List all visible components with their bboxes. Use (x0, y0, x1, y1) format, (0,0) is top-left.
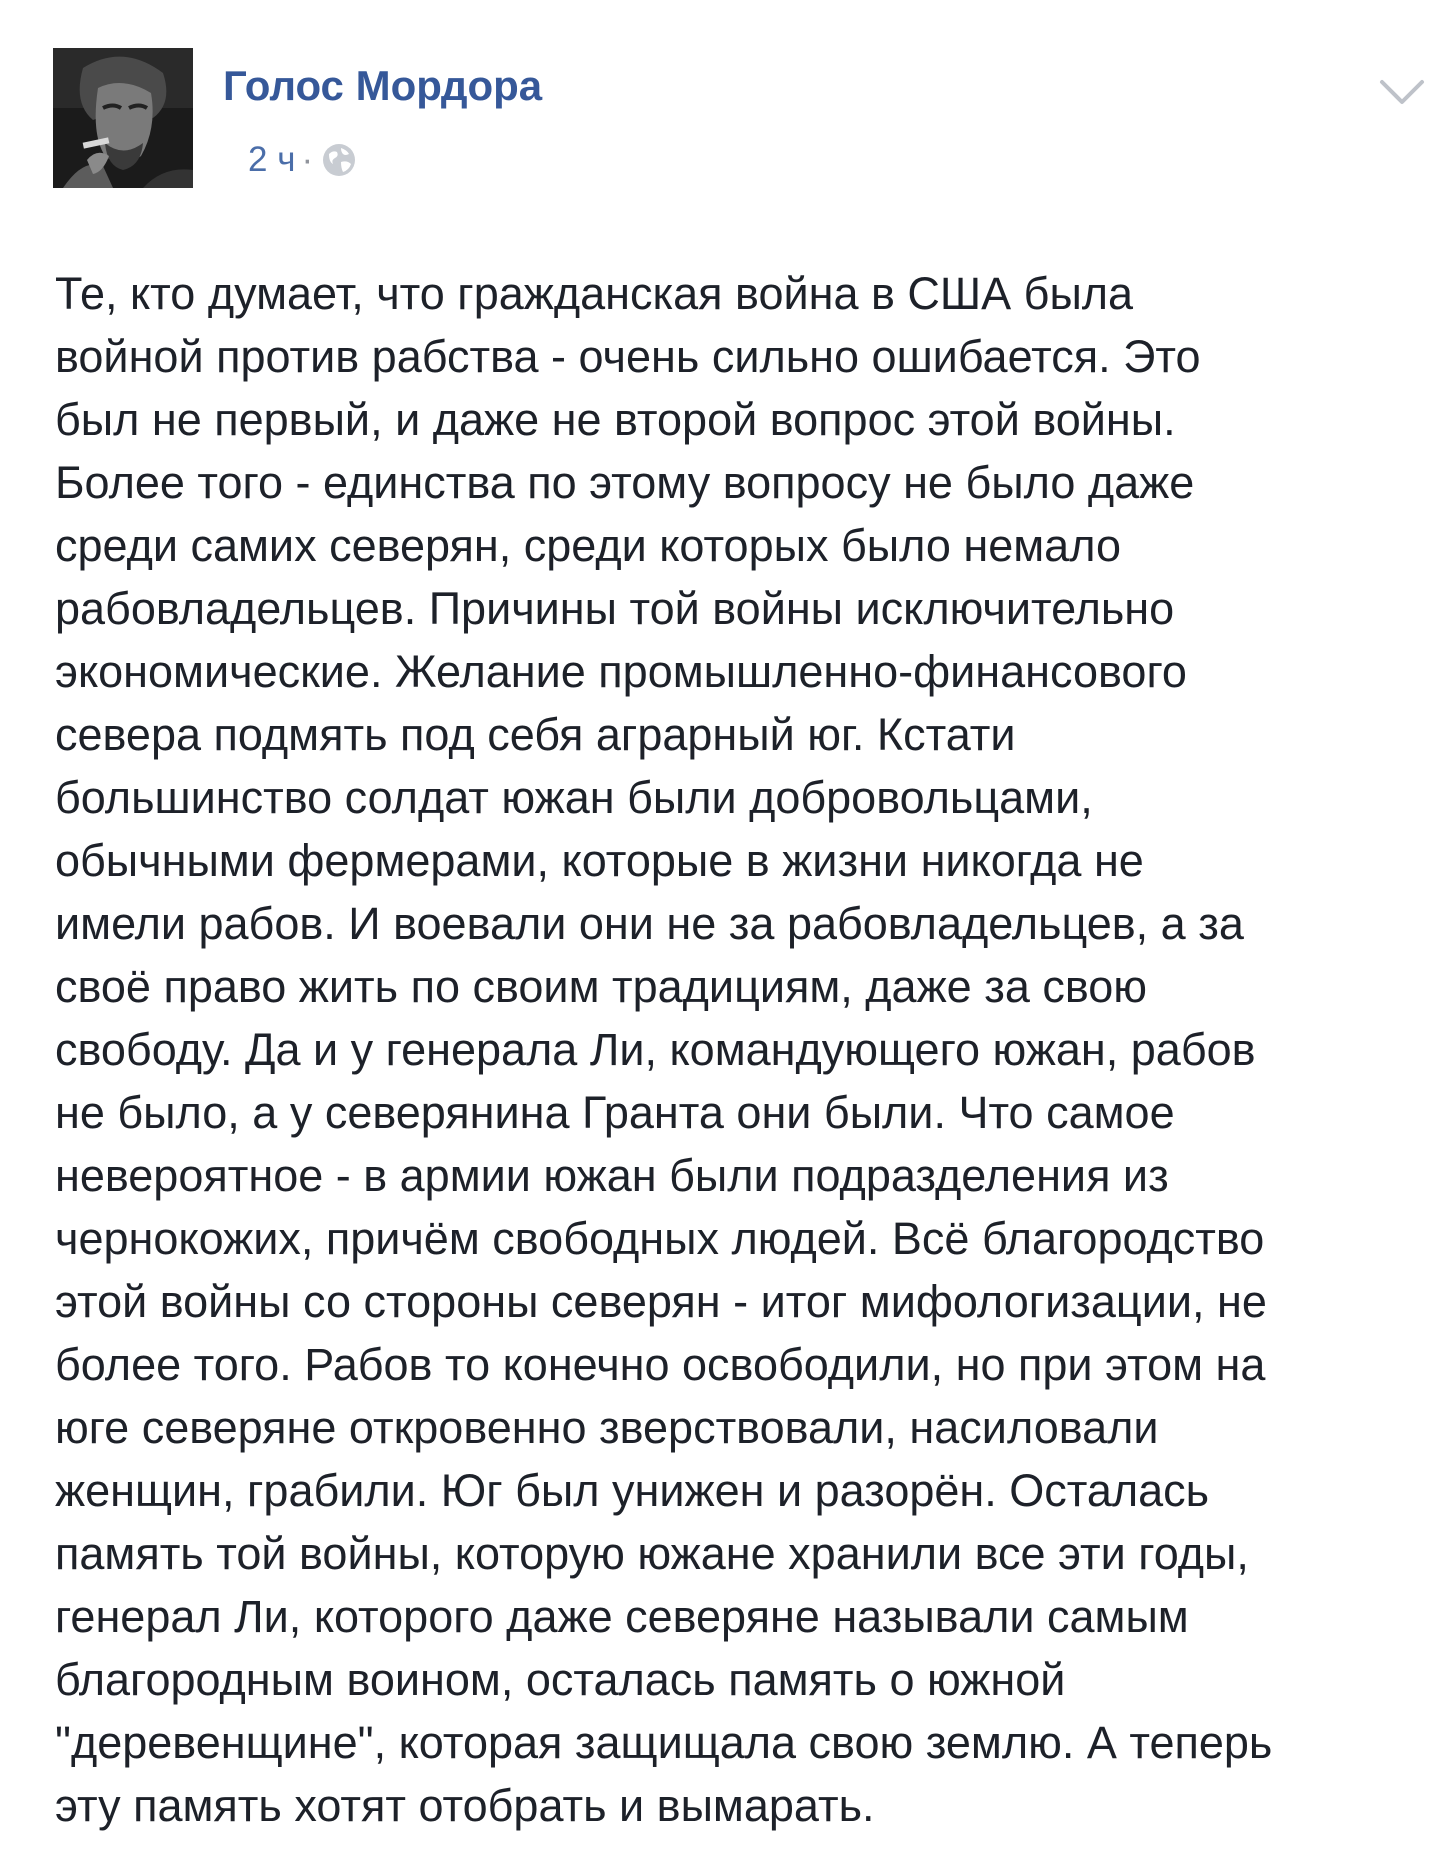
post-text-line: свободу. Да и у генерала Ли, командующего южан, рабов (55, 1024, 1256, 1075)
avatar-photo (53, 48, 193, 188)
post-text-line: юге северяне откровенно зверствовали, насиловали (55, 1402, 1159, 1453)
post-text-line: генерал Ли, которого даже северяне называли самым (55, 1591, 1189, 1642)
post-text-line: войной против рабства - очень сильно ошибается. Это (55, 331, 1201, 382)
post-text (55, 262, 1415, 1837)
post-text-line: севера подмять под себя аграрный юг. Кстати (55, 709, 1016, 760)
post-meta (248, 140, 357, 180)
post-text-line: благородным воином, осталась память о южной (55, 1654, 1066, 1705)
post-text-line: невероятное - в армии южан были подразделения из (55, 1150, 1169, 1201)
post-text-line: эту память хотят отобрать и вымарать. (55, 1780, 875, 1831)
post-text-line: имели рабов. И воевали они не за рабовладельцев, а за (55, 898, 1244, 949)
post-text-line: своё право жить по своим традициям, даже за свою (55, 961, 1148, 1012)
post-text-line: этой войны со стороны северян - итог мифологизации, не (55, 1276, 1267, 1327)
post-text-line: рабовладельцев. Причины той войны исключительно (55, 583, 1175, 634)
post-text-line: Те, кто думает, что гражданская война в США была (55, 268, 1134, 319)
post-text-line: был не первый, и даже не второй вопрос этой войны. (55, 394, 1176, 445)
post-text-line: экономические. Желание промышленно-финансового (55, 646, 1187, 697)
post-text-line: женщин, грабили. Юг был унижен и разорён. Осталась (55, 1465, 1210, 1516)
post-text-line: обычными фермерами, которые в жизни никогда не (55, 835, 1144, 886)
post-text-line: память той войны, которую южане хранили все эти годы, (55, 1528, 1249, 1579)
avatar[interactable] (53, 48, 193, 188)
author-name[interactable]: Голос Мордора (223, 62, 543, 109)
chevron-down-icon[interactable] (1378, 76, 1426, 108)
post-text-line: не было, а у северянина Гранта они были. Что самое (55, 1087, 1175, 1138)
post-text-line: среди самих северян, среди которых было немало (55, 520, 1122, 571)
post-text-line: Более того - единства по этому вопросу не было даже (55, 457, 1195, 508)
post-timestamp[interactable]: 2 ч (248, 140, 296, 179)
globe-icon (321, 142, 357, 178)
post-text-line: чернокожих, причём свободных людей. Всё благородство (55, 1213, 1265, 1264)
post-text-line: большинство солдат южан были добровольцами, (55, 772, 1093, 823)
post-text-line: "деревенщине", которая защищала свою землю. А теперь (55, 1717, 1273, 1768)
post-text-line: более того. Рабов то конечно освободили, но при этом на (55, 1339, 1266, 1390)
meta-separator: · (301, 140, 314, 179)
